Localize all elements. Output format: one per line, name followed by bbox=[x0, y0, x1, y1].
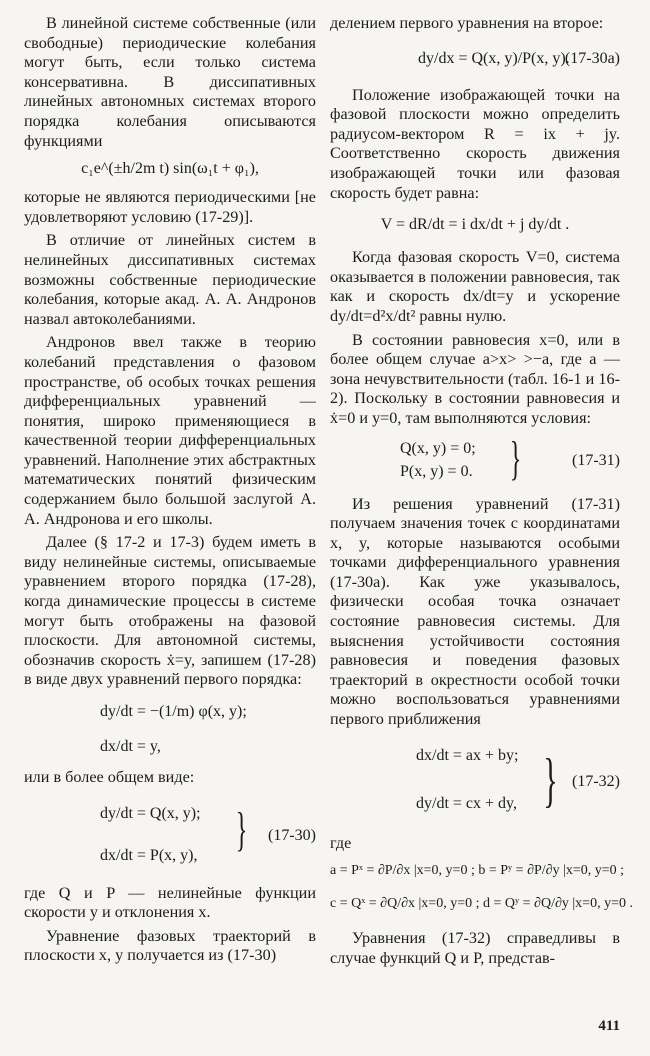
paragraph: Из решения уравнений (17-31) получаем значения точек с координатами x, y, которые называются особыми точками дифференциального уравнения (17-30а). Как уже указывалось, физически особая точка означает состояние равновесия системы. Для выяснения устойчивости состояния равновесия и поведения фазовых траекторий в окрестности особой точки можно воспользоваться уравнениями первого приближения bbox=[330, 494, 620, 729]
paragraph: Когда фазовая скорость V=0, система оказывается в положении равновесия, так как и скорость dx/dt=y и ускорение dy/dt=d²x/dt² равны нулю. bbox=[330, 248, 620, 325]
equation-c: dy/dx = Q(x, y)/P(x, y). bbox=[418, 49, 570, 67]
equation-e1: dx/dt = ax + by; bbox=[416, 746, 519, 764]
equation-17-30a bbox=[330, 44, 620, 74]
equation-a2: dx/dt = y, bbox=[100, 738, 161, 755]
brace: } bbox=[543, 746, 558, 813]
equation-f1: a = Pˣ = ∂P/∂x |x=0, y=0 ; b = Pʸ = ∂P/∂y |x=0, y=0 ; bbox=[330, 863, 625, 879]
equation-d2: P(x, y) = 0. bbox=[400, 462, 473, 480]
page-number: 411 bbox=[598, 1018, 620, 1034]
paragraph: Андронов ввел также в теорию колебаний представления о фазовом пространстве, об особых точках решения дифференциальных уравнений — понятия, широко применяющиеся в качественной теории дифференциальных уравнений. Наполнение этих абстрактных математических понятий физическим содержанием было большой заслугой А. А. Андронова и его школы. bbox=[24, 333, 316, 528]
equation-number: (17-30а) bbox=[564, 49, 620, 67]
brace: } bbox=[235, 802, 248, 856]
paragraph: или в более общем виде: bbox=[24, 768, 195, 786]
paragraph: Уравнение фазовых траекторий в плоскости x, y получается из (17-30) bbox=[24, 926, 316, 965]
equation-system-17-32 bbox=[416, 740, 620, 824]
paragraph: В линейной системе собственные (или свободные) периодические колебания могут быть, если только система консервативна. В диссипативных линейных автономных системах второго порядка колебания описываются функциями bbox=[24, 14, 316, 150]
equation-v: V = dR/dt = i dx/dt + j dy/dt . bbox=[380, 216, 570, 234]
paragraph: Положение изображающей точки на фазовой плоскости можно определить радиусом-вектором R = ix + jy. Соответственно скорость движения изображающей точки или фазовая скорость будет равна: bbox=[330, 85, 620, 202]
equation-a1: dy/dt = −(1/m) φ(x, y); bbox=[100, 703, 247, 720]
equation-number: (17-30) bbox=[268, 826, 316, 844]
paragraph: где Q и P — нелинейные функции скорости y и отклонения x. bbox=[24, 883, 316, 922]
paragraph: В отличие от линейных систем в нелинейных диссипативных системах возможны собственные периодические колебания, которые акад. А. А. Андронов назвал автоколебаниями. bbox=[24, 231, 316, 328]
paragraph: В состоянии равновесия x=0, или в более общем случае a>x> >−a, где a — зона нечувствительности (табл. 16-1 и 16-2). Поскольку в состоянии равновесия и ẋ=0 и y=0, там выполняются условия: bbox=[330, 330, 620, 427]
brace: } bbox=[509, 431, 522, 485]
left-column bbox=[24, 14, 316, 970]
equation-cexp: c₁e^(±h/2m t) sin(ω₁t + φ₁), bbox=[81, 160, 259, 178]
equation-system-17-31 bbox=[400, 431, 620, 485]
equation-d1: Q(x, y) = 0; bbox=[400, 439, 476, 457]
equation-b2: dx/dt = P(x, y), bbox=[100, 846, 198, 864]
right-column bbox=[330, 14, 633, 972]
paragraph: Уравнения (17-32) справедливы в случае функций Q и P, представ- bbox=[330, 929, 620, 967]
equation-system-17-30 bbox=[100, 800, 316, 872]
equation-b1: dy/dt = Q(x, y); bbox=[100, 804, 201, 822]
paragraph: Далее (§ 17-2 и 17-3) будем иметь в виду нелинейные системы, описываемые уравнением второго порядка (17-28), когда динамические процессы в системе могут быть отображены на фазовой плоскости. Для автономной системы, обозначив скорость ẋ=y, запишем (17-28) в виде двух уравнений первого порядка: bbox=[24, 533, 316, 689]
paragraph: делением первого уравнения на второе: bbox=[330, 14, 604, 32]
equation-e2: dy/dt = cx + dy, bbox=[416, 794, 517, 812]
equation-f2: c = Qˣ = ∂Q/∂x |x=0, y=0 ; d = Qʸ = ∂Q/∂y |x=0, y=0 . bbox=[330, 896, 633, 912]
paragraph: где bbox=[330, 833, 352, 852]
paragraph: которые не являются периодическими [не удовлетворяют условию (17-29)]. bbox=[24, 188, 316, 226]
equation-number: (17-32) bbox=[572, 772, 620, 790]
equation-number: (17-31) bbox=[572, 451, 620, 469]
